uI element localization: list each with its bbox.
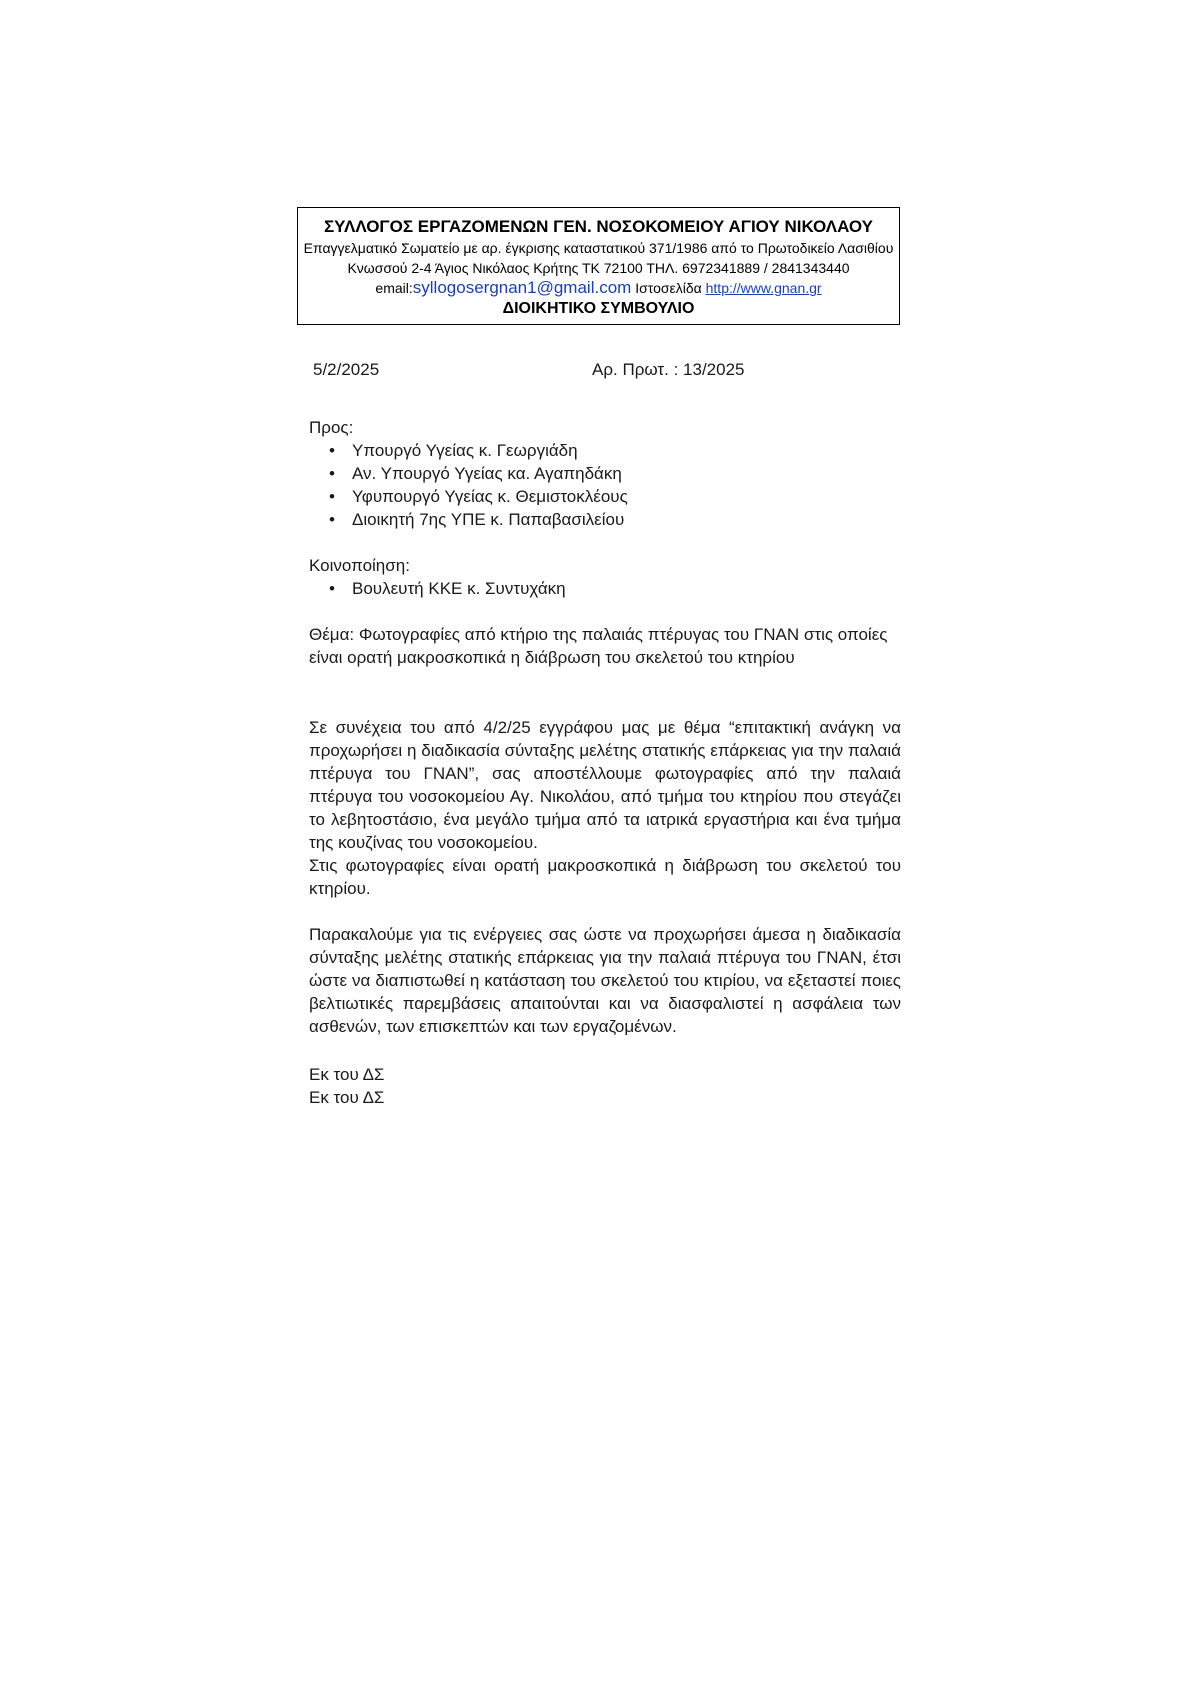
body-text-2: Στις φωτογραφίες είναι ορατή μακροσκοπικά η διάβρωση του σκελετού του κτηρίου. [309,856,901,898]
bullet-icon: • [329,579,335,598]
body-text-3: Παρακαλούμε για τις ενέργειες σας ώστε να προχωρήσει άμεσα η διαδικασία σύνταξης μελέτης στατικής επάρκειας για την παλαιά πτέρυγα του ΓΝΑΝ, έτσι ώστε να διαπιστωθεί η κατάσταση του σκελετού του κτιρίου, να εξεταστεί ποιες βελτιωτικές παρεμβάσεις απαιτούνται και να διασφαλιστεί η ασφάλεια των ασθενών, των επισκεπτών και των εργαζομένων. [309,925,901,1036]
document-date: 5/2/2025 [313,360,380,379]
cc-label: Κοινοποίηση: [309,556,410,575]
subject-block [309,623,901,669]
board-heading: ΔΙΟΙΚΗΤΙΚΟ ΣΥΜΒΟΥΛΙΟ [502,300,695,317]
union-name: ΣΥΛΛΟΓΟΣ ΕΡΓΑΖΟΜΕΝΩΝ ΓΕΝ. ΝΟΣΟΚΟΜΕΙΟΥ ΑΓΙΟΥ ΝΙΚΟΛΑΟΥ [323,217,873,236]
registration-line: Επαγγελματικό Σωματείο με αρ. έγκρισης καταστατικού 371/1986 από το Πρωτοδικείο Λασιθίου [303,240,894,256]
website-link[interactable]: http://www.gnan.gr [705,280,822,296]
list-item: • Βουλευτή ΚΚΕ κ. Συντυχάκη [329,579,566,598]
website-label: Ιστοσελίδα [631,280,706,296]
recipients-block [309,416,901,531]
address-phone-line: Κνωσσού 2-4 Άγιος Νικόλαος Κρήτης ΤΚ 72100 ΤΗΛ. 6972341889 / 2841343440 [347,260,850,276]
signature-block [309,1063,901,1109]
body-text-1: Σε συνέχεια του από 4/2/25 εγγράφου μας με θέμα “επιτακτική ανάγκη να προχωρήσει η διαδικασία σύνταξης μελέτης στατικής επάρκειας για την παλαιά πτέρυγα του ΓΝΑΝ”, σας αποστέλλουμε φωτογραφίες από την παλαιά πτέρυγα του νοσοκομείου Αγ. Νικολάου, από τμήμα του κτηρίου που στεγάζει το λεβητοστάσιο, ένα μεγάλο τμήμα από τα ιατρικά εργαστήρια και ένα τμήμα της κουζίνας του νοσοκομείου. [309,718,901,852]
recipients-list [309,439,901,531]
list-item: • Αν. Υπουργό Υγείας κα. Αγαπηδάκη [329,464,622,483]
cc-list [309,577,901,600]
recipients-label: Προς: [309,418,354,437]
bullet-icon: • [329,487,335,506]
subject: Θέμα: Φωτογραφίες από κτήριο της παλαιάς πτέρυγας του ΓΝΑΝ στις οποίες είναι ορατή μακροσκοπικά η διάβρωση του σκελετού του κτηρίου [309,625,888,667]
email-label: email: [375,280,413,296]
signature-line-2: Εκ του ΔΣ [309,1088,385,1107]
contact-line [298,278,899,298]
protocol-number: Αρ. Πρωτ. : 13/2025 [592,360,745,379]
bullet-icon: • [329,464,335,483]
email-link[interactable]: syllogosergnan1@gmail.com [412,278,632,297]
body-paragraph-1 [309,716,901,900]
list-item: • Υπουργό Υγείας κ. Γεωργιάδη [329,441,578,460]
bullet-icon: • [329,510,335,529]
list-item: • Υφυπουργό Υγείας κ. Θεμιστοκλέους [329,487,628,506]
bullet-icon: • [329,441,335,460]
body-paragraph-2 [309,923,901,1038]
signature-line-1: Εκ του ΔΣ [309,1065,385,1084]
cc-block [309,554,901,600]
list-item: • Διοικητή 7ης ΥΠΕ κ. Παπαβασιλείου [329,510,625,529]
letterhead [297,207,900,325]
